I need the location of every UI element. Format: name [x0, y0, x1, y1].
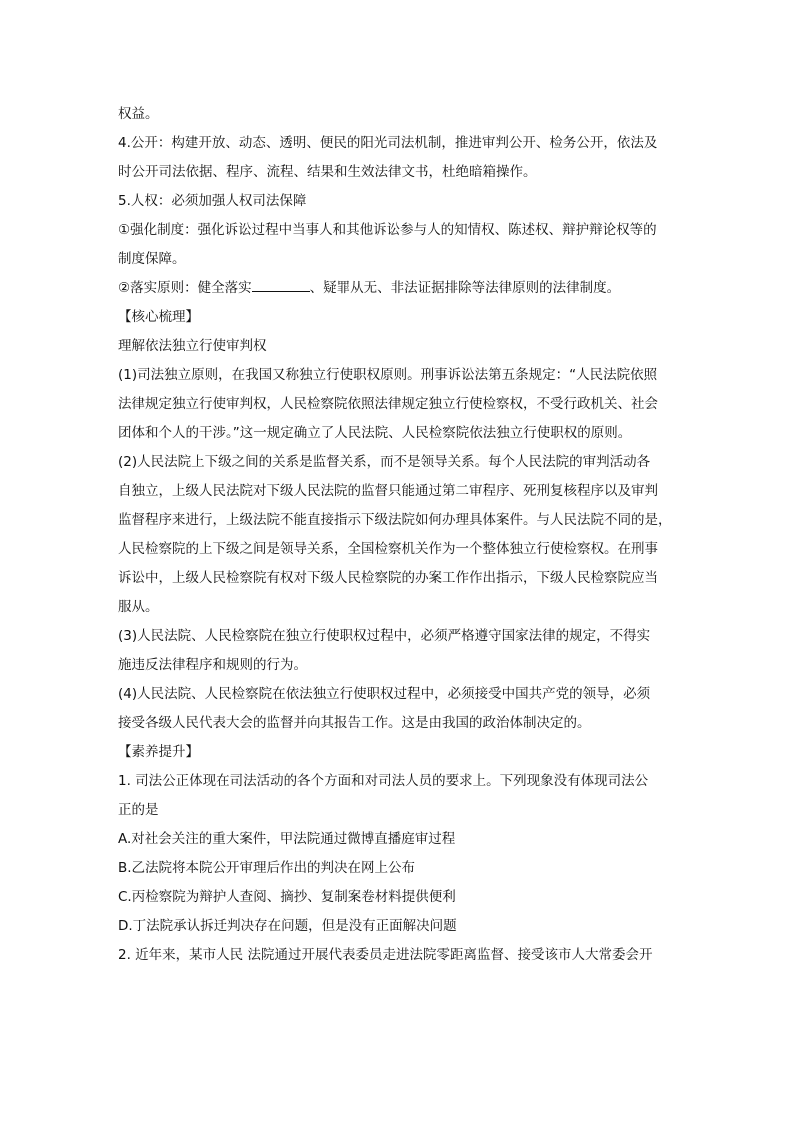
text-line: 法律规定独立行使审判权，人民检察院依照法律规定独立行使检察权，不受行政机关、社会 [118, 396, 658, 412]
text-line: 服从。 [118, 599, 159, 615]
text-line: 施违反法律程序和规则的行为。 [118, 657, 307, 673]
text-line: 诉讼中，上级人民检察院有权对下级人民检察院的办案工作作出指示，下级人民检察院应当 [118, 570, 658, 586]
option-a: A.对社会关注的重大案件，甲法院通过微博直播庭审过程 [118, 831, 456, 847]
option-d: D.丁法院承认拆迁判决存在问题，但是没有正面解决问题 [118, 918, 457, 934]
section-heading: 【素养提升】 [118, 744, 199, 760]
text-line: 权益。 [118, 106, 159, 122]
text-line: 监督程序来进行，上级法院不能直接指示下级法院如何办理具体案件。与人民法院不同的是， [118, 512, 672, 528]
text-line: 自独立，上级人民法院对下级人民法院的监督只能通过第二审程序、死刑复核程序以及审判 [118, 483, 658, 499]
blank-line-prefix: ②落实原则：健全落实 [118, 280, 252, 296]
text-line: 制度保障。 [118, 251, 186, 267]
text-line: (2)人民法院上下级之间的关系是监督关系，而不是领导关系。每个人民法院的审判活动各 [118, 454, 651, 470]
question-stem: 正的是 [118, 802, 159, 818]
text-line: 4.公开：构建开放、动态、透明、便民的阳光司法机制，推进审判公开、检务公开，依法及 [118, 135, 658, 151]
text-line: 时公开司法依据、程序、流程、结果和生效法律文书，杜绝暗箱操作。 [118, 164, 537, 180]
text-line: ①强化制度：强化诉讼过程中当事人和其他诉讼参与人的知情权、陈述权、辩护辩论权等的 [118, 222, 657, 238]
text-line: 团体和个人的干涉。”这一规定确立了人民法院、人民检察院依法独立行使职权的原则。 [118, 425, 632, 441]
question-stem: 2. 近年来，某市人民 法院通过开展代表委员走进法院零距离监督、接受该市人大常委会开 [118, 947, 653, 963]
section-heading: 【核心梳理】 [118, 309, 199, 325]
document-body [118, 100, 678, 970]
answer-blank [252, 277, 310, 292]
text-line: 人民检察院的上下级之间是领导关系，全国检察机关作为一个整体独立行使检察权。在刑事 [118, 541, 658, 557]
text-line: (1)司法独立原则，在我国又称独立行使职权原则。刑事诉讼法第五条规定：“人民法院依照 [118, 367, 658, 383]
text-line: 接受各级人民代表大会的监督并向其报告工作。这是由我国的政治体制决定的。 [118, 715, 591, 731]
text-line: (4)人民法院、人民检察院在依法独立行使职权过程中，必须接受中国共产党的领导，必须 [118, 686, 651, 702]
fill-in-blank-line [118, 274, 678, 303]
text-line: (3)人民法院、人民检察院在独立行使职权过程中，必须严格遵守国家法律的规定，不得实 [118, 628, 651, 644]
option-b: B.乙法院将本院公开审理后作出的判决在网上公布 [118, 860, 416, 876]
text-line: 5.人权：必须加强人权司法保障 [118, 193, 307, 209]
text-line: 理解依法独立行使审判权 [118, 338, 267, 354]
question-stem: 1. 司法公正体现在司法活动的各个方面和对司法人员的要求上。下列现象没有体现司法公 [118, 773, 649, 789]
option-c: C.丙检察院为辩护人查阅、摘抄、复制案卷材料提供便利 [118, 889, 456, 905]
blank-line-suffix: 、疑罪从无、非法证据排除等法律原则的法律制度。 [309, 280, 621, 296]
